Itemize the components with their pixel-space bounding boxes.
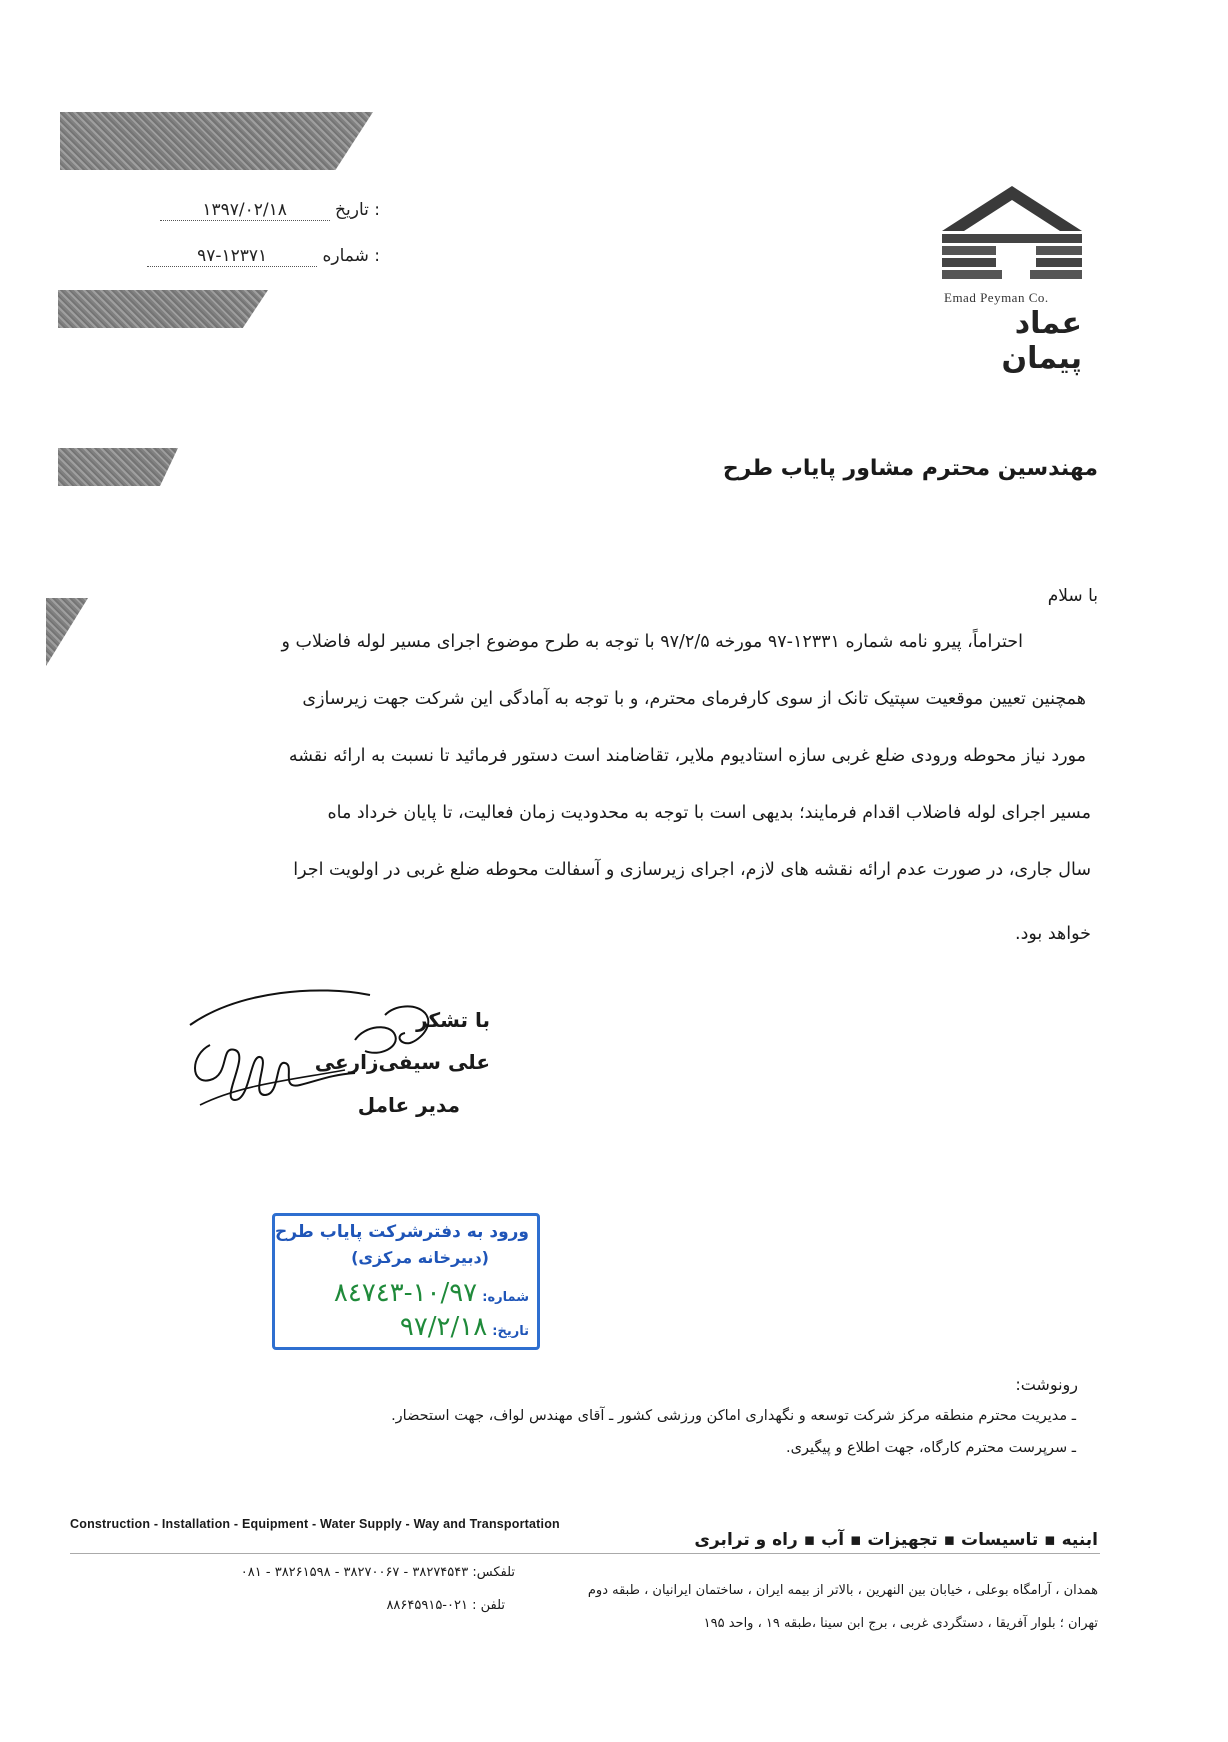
salutation: با سلام [1047,586,1098,606]
date-line [130,200,380,221]
stamp-date-value: ۹۷/۲/۱۸ [399,1312,488,1342]
signature-closing: با تشکر [416,1008,490,1032]
stamp-number-line [334,1278,529,1308]
number-line [140,246,380,267]
body-line: مسیر اجرای لوله فاضلاب اقدام فرمایند؛ بدیهی است با توجه به محدودیت زمان فعالیت، تا پایان خرداد ماه [327,803,1091,823]
number-label: : شماره [322,246,380,266]
recipient-line: مهندسین محترم مشاور پایاب طرح [722,456,1098,481]
company-logo [942,186,1082,286]
stamp-line-2: (دبیرخانه مرکزی) [351,1248,489,1267]
body-line: همچنین تعیین موقعیت سپتیک تانک از سوی کارفرمای محترم، و با توجه به آمادگی این شرکت جهت زیرسازی [302,689,1086,709]
logo-persian-name: عماد پیمان [1001,306,1082,376]
stamp-line-1: ورود به دفترشرکت پایاب طرح [274,1222,529,1242]
building-logo-icon [942,186,1082,286]
handwritten-signature [180,985,470,1125]
copies-title: رونوشت: [1015,1375,1078,1394]
body-line: خواهد بود. [1015,924,1091,944]
body-line: احتراماً، پیرو نامه شماره ۱۲۳۳۱-۹۷ مورخه ۹۷/۲/۵ با توجه به طرح موضوع اجرای مسیر لوله فاضلاب و [281,632,1023,652]
copies-item: ـ مدیریت محترم منطقه مرکز شرکت توسعه و نگهداری اماکن ورزشی کشور ـ آقای مهندس لواف، جهت استحضار. [391,1408,1076,1424]
received-stamp [272,1213,540,1350]
redaction-bar-top [60,112,373,170]
number-value: ۹۷-۱۲۳۷۱ [147,246,317,267]
signature-name: علی سیفی‌زارعی [314,1050,490,1074]
footer-services-english: Construction - Installation - Equipment - Water Supply - Way and Transportation [70,1517,560,1531]
footer-hamedan-address: همدان ، آرامگاه بوعلی ، خیابان بین النهرین ، بالاتر از بیمه ایران ، ساختمان ایرانیان ، طبقه دوم [587,1583,1098,1598]
footer-divider [70,1553,1100,1554]
body-line: مورد نیاز محوطه ورودی ضلع غربی سازه استادیوم ملایر، تقاضامند است دستور فرمائید تا نسبت به ارائه نقشه [288,746,1086,766]
date-label: : تاریخ [335,200,380,220]
redaction-bar-recipient [58,448,178,486]
body-line: سال جاری، در صورت عدم ارائه نقشه های لازم، اجرای زیرسازی و آسفالت محوطه ضلع غربی در اولویت اجرا [293,860,1091,880]
signature-title: مدیر عامل [357,1093,460,1117]
redaction-bar-middle [58,290,268,328]
logo-english-name: Emad Peyman Co. [944,290,1049,305]
footer-hamedan-fax: تلفکس: ۳۸۲۷۴۵۴۳ - ۳۸۲۷۰۰۶۷ - ۳۸۲۶۱۵۹۸ - ۰۸۱ [240,1565,515,1580]
footer-tehran-address: تهران ؛ بلوار آفریقا ، دستگردی غربی ، برج ابن سینا ،طبقه ۱۹ ، واحد ۱۹۵ [703,1616,1098,1631]
stamp-date-line [400,1312,529,1342]
stamp-date-label: تاریخ: [492,1324,529,1339]
footer-services-persian: ابنیه ▪ تاسیسات ▪ تجهیزات ▪ آب ▪ راه و ترابری [694,1530,1098,1550]
stamp-number-value: ۱۰/۹۷-۸٤٧٤٣ [333,1278,478,1308]
redaction-mark-left [46,598,88,666]
copies-item: ـ سرپرست محترم کارگاه، جهت اطلاع و پیگیری. [786,1440,1076,1456]
footer-tehran-phone: تلفن : ۰۲۱-۸۸۶۴۵۹۱۵ [386,1598,505,1613]
stamp-number-label: شماره: [482,1290,529,1305]
date-value: ۱۳۹۷/۰۲/۱۸ [160,200,330,221]
